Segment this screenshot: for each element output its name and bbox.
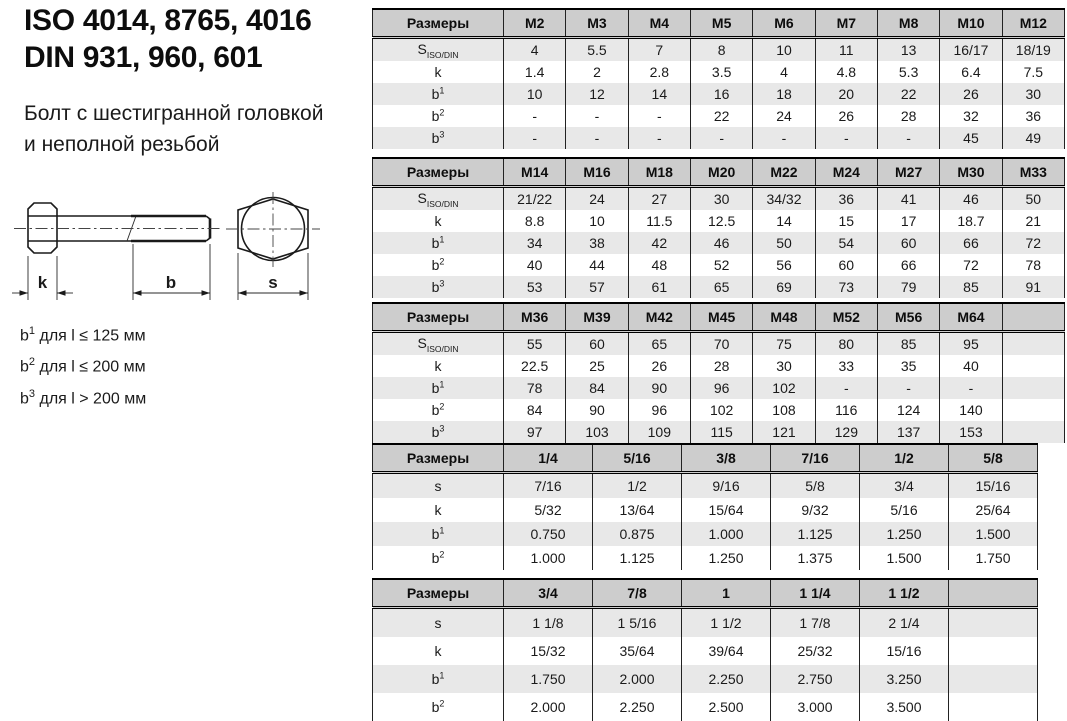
cell: 30 <box>1002 83 1064 105</box>
cell: 3.000 <box>771 693 860 721</box>
row-label: s <box>373 473 504 499</box>
row-label: $b^3$ <box>373 276 504 298</box>
table-row <box>373 276 1065 298</box>
cell: 9/32 <box>771 498 860 522</box>
col-header: 1/2 <box>860 444 949 473</box>
cell <box>1002 399 1064 421</box>
col-header: M36 <box>504 303 566 332</box>
cell: - <box>628 105 690 127</box>
cell: - <box>690 127 752 149</box>
cell: 1.250 <box>682 546 771 570</box>
cell: 15/32 <box>504 637 593 665</box>
cell: 102 <box>753 377 815 399</box>
col-header: M18 <box>628 158 690 187</box>
cell: 16/17 <box>940 38 1002 62</box>
table-row <box>373 665 1038 693</box>
cell: 16 <box>690 83 752 105</box>
cell: - <box>815 377 877 399</box>
row-label: $b^2$ <box>373 693 504 721</box>
cell: 96 <box>628 399 690 421</box>
row-label: $b^1$ <box>373 232 504 254</box>
cell: 44 <box>566 254 628 276</box>
cell: 40 <box>504 254 566 276</box>
cell: 36 <box>815 187 877 211</box>
cell: - <box>504 127 566 149</box>
cell: 22.5 <box>504 355 566 377</box>
table-row <box>373 332 1065 356</box>
table-row <box>373 637 1038 665</box>
col-header: 5/8 <box>949 444 1038 473</box>
cell: 45 <box>940 127 1002 149</box>
cell: 8.8 <box>504 210 566 232</box>
cell: 22 <box>877 83 939 105</box>
cell: 75 <box>753 332 815 356</box>
table-metric-m14-m33 <box>372 157 1065 298</box>
cell: 108 <box>753 399 815 421</box>
cell: 8 <box>690 38 752 62</box>
cell: 2.750 <box>771 665 860 693</box>
cell <box>1002 377 1064 399</box>
table-inch-large <box>372 578 1038 721</box>
cell: 30 <box>753 355 815 377</box>
cell: 79 <box>877 276 939 298</box>
size-column-header: Размеры <box>373 579 504 608</box>
cell: 50 <box>753 232 815 254</box>
cell: 15/16 <box>949 473 1038 499</box>
cell: 103 <box>566 421 628 443</box>
row-label: $b^1$ <box>373 377 504 399</box>
row-label: $S_{ISO/DIN}$ <box>373 38 504 62</box>
cell: 4 <box>753 61 815 83</box>
row-label: $b^2$ <box>373 546 504 570</box>
cell: 30 <box>690 187 752 211</box>
table-row <box>373 608 1038 638</box>
cell <box>1002 355 1064 377</box>
col-header: M10 <box>940 9 1002 38</box>
table-row <box>373 254 1065 276</box>
cell: 90 <box>628 377 690 399</box>
cell: 91 <box>1002 276 1064 298</box>
row-label: $b^2$ <box>373 105 504 127</box>
cell: 61 <box>628 276 690 298</box>
col-header: M56 <box>877 303 939 332</box>
cell: 49 <box>1002 127 1064 149</box>
col-header: 1 <box>682 579 771 608</box>
col-header: 3/4 <box>504 579 593 608</box>
col-header: M8 <box>877 9 939 38</box>
cell: 13/64 <box>593 498 682 522</box>
cell: 41 <box>877 187 939 211</box>
cell: 48 <box>628 254 690 276</box>
cell: 69 <box>753 276 815 298</box>
standard-title-din: DIN 931, 960, 601 <box>24 41 263 74</box>
cell: 3.250 <box>860 665 949 693</box>
col-header: M48 <box>753 303 815 332</box>
row-label: $b^3$ <box>373 421 504 443</box>
col-header: 1 1/2 <box>860 579 949 608</box>
row-label: k <box>373 637 504 665</box>
cell <box>949 665 1038 693</box>
cell: 34/32 <box>753 187 815 211</box>
cell: 2.500 <box>682 693 771 721</box>
col-header: M39 <box>566 303 628 332</box>
cell: - <box>504 105 566 127</box>
cell: 5/32 <box>504 498 593 522</box>
table-row <box>373 355 1065 377</box>
thread-length-notes <box>20 318 146 412</box>
cell: 3.500 <box>860 693 949 721</box>
cell: 28 <box>877 105 939 127</box>
table-row <box>373 498 1038 522</box>
row-label: k <box>373 355 504 377</box>
cell: 1.125 <box>593 546 682 570</box>
col-header: M42 <box>628 303 690 332</box>
size-column-header: Размеры <box>373 9 504 38</box>
cell: 72 <box>1002 232 1064 254</box>
cell: 2.250 <box>682 665 771 693</box>
product-description-line2: и неполной резьбой <box>24 133 220 156</box>
cell: 18.7 <box>940 210 1002 232</box>
table-row <box>373 522 1038 546</box>
cell: 2.8 <box>628 61 690 83</box>
col-header: M2 <box>504 9 566 38</box>
cell: 50 <box>1002 187 1064 211</box>
col-header <box>1002 303 1064 332</box>
product-description-line1: Болт с шестигранной головкой <box>24 102 324 125</box>
cell: 1.000 <box>682 522 771 546</box>
cell: 4 <box>504 38 566 62</box>
row-label: s <box>373 608 504 638</box>
row-label: $b^3$ <box>373 127 504 149</box>
note-b1: $b^1$ для l ≤ 125 мм <box>20 325 146 345</box>
cell: 1.250 <box>860 522 949 546</box>
cell: 46 <box>690 232 752 254</box>
cell: - <box>940 377 1002 399</box>
cell: 78 <box>1002 254 1064 276</box>
cell: 12 <box>566 83 628 105</box>
cell: 1.500 <box>860 546 949 570</box>
cell: 18 <box>753 83 815 105</box>
cell: 26 <box>940 83 1002 105</box>
cell: 1 5/16 <box>593 608 682 638</box>
cell: 28 <box>690 355 752 377</box>
cell: 1.500 <box>949 522 1038 546</box>
cell: 35 <box>877 355 939 377</box>
row-label: $b^2$ <box>373 399 504 421</box>
cell: - <box>877 377 939 399</box>
table-row <box>373 546 1038 570</box>
col-header: M22 <box>753 158 815 187</box>
row-label: k <box>373 210 504 232</box>
table-row <box>373 105 1065 127</box>
cell <box>949 637 1038 665</box>
cell: 57 <box>566 276 628 298</box>
cell: 115 <box>690 421 752 443</box>
cell: 1.125 <box>771 522 860 546</box>
table-row <box>373 210 1065 232</box>
col-header: M45 <box>690 303 752 332</box>
col-header: M5 <box>690 9 752 38</box>
size-column-header: Размеры <box>373 158 504 187</box>
cell: 124 <box>877 399 939 421</box>
cell: 60 <box>815 254 877 276</box>
table-row <box>373 38 1065 62</box>
col-header: M33 <box>1002 158 1064 187</box>
cell: 80 <box>815 332 877 356</box>
cell: 5.5 <box>566 38 628 62</box>
dimension-label-s: s <box>268 273 278 292</box>
cell: - <box>815 127 877 149</box>
cell: 78 <box>504 377 566 399</box>
col-header <box>949 579 1038 608</box>
cell: 5/16 <box>860 498 949 522</box>
cell: 2.000 <box>593 665 682 693</box>
col-header: M52 <box>815 303 877 332</box>
table-row <box>373 187 1065 211</box>
table-row <box>373 399 1065 421</box>
cell: 10 <box>753 38 815 62</box>
cell: 140 <box>940 399 1002 421</box>
cell: 84 <box>504 399 566 421</box>
cell: 22 <box>690 105 752 127</box>
table-row <box>373 83 1065 105</box>
cell: 1 1/8 <box>504 608 593 638</box>
cell: 3/4 <box>860 473 949 499</box>
cell: 95 <box>940 332 1002 356</box>
col-header: 1/4 <box>504 444 593 473</box>
size-column-header: Размеры <box>373 303 504 332</box>
col-header: M64 <box>940 303 1002 332</box>
col-header: 7/16 <box>771 444 860 473</box>
cell: 40 <box>940 355 1002 377</box>
cell: 26 <box>628 355 690 377</box>
cell: 9/16 <box>682 473 771 499</box>
size-column-header: Размеры <box>373 444 504 473</box>
cell: 36 <box>1002 105 1064 127</box>
bolt-technical-drawing <box>0 185 340 310</box>
col-header: M27 <box>877 158 939 187</box>
cell: 42 <box>628 232 690 254</box>
col-header: M7 <box>815 9 877 38</box>
cell: 6.4 <box>940 61 1002 83</box>
cell: 90 <box>566 399 628 421</box>
table-row <box>373 61 1065 83</box>
row-label: k <box>373 498 504 522</box>
cell: 70 <box>690 332 752 356</box>
cell: 20 <box>815 83 877 105</box>
cell <box>1002 332 1064 356</box>
product-description <box>24 98 323 160</box>
dimension-label-b: b <box>165 273 177 292</box>
row-label: $b^2$ <box>373 254 504 276</box>
cell: 10 <box>504 83 566 105</box>
cell: 60 <box>877 232 939 254</box>
cell: 1.4 <box>504 61 566 83</box>
cell: 38 <box>566 232 628 254</box>
cell: 25/64 <box>949 498 1038 522</box>
cell: 0.875 <box>593 522 682 546</box>
cell: 15 <box>815 210 877 232</box>
cell: 4.8 <box>815 61 877 83</box>
cell: - <box>877 127 939 149</box>
col-header: M4 <box>628 9 690 38</box>
table-row <box>373 473 1038 499</box>
note-b3: $b^3$ для l > 200 мм <box>20 387 147 407</box>
cell: 24 <box>566 187 628 211</box>
cell: 15/64 <box>682 498 771 522</box>
cell: 72 <box>940 254 1002 276</box>
dimension-label-k: k <box>37 273 48 292</box>
table-inch-small <box>372 443 1038 570</box>
cell: 2 <box>566 61 628 83</box>
table-row <box>373 693 1038 721</box>
cell: 1.750 <box>504 665 593 693</box>
cell: 11 <box>815 38 877 62</box>
cell: 52 <box>690 254 752 276</box>
cell: 65 <box>628 332 690 356</box>
cell: 85 <box>940 276 1002 298</box>
table-metric-m36-m64 <box>372 302 1065 443</box>
cell: 5/8 <box>771 473 860 499</box>
cell: 54 <box>815 232 877 254</box>
col-header: M3 <box>566 9 628 38</box>
cell: 14 <box>753 210 815 232</box>
cell: 32 <box>940 105 1002 127</box>
row-label: $S_{ISO/DIN}$ <box>373 332 504 356</box>
cell: 0.750 <box>504 522 593 546</box>
cell: 97 <box>504 421 566 443</box>
cell: 65 <box>690 276 752 298</box>
table-metric-m2-m12 <box>372 8 1065 149</box>
table-row <box>373 421 1065 443</box>
cell: 102 <box>690 399 752 421</box>
cell: 1.375 <box>771 546 860 570</box>
row-label: $b^1$ <box>373 522 504 546</box>
row-label: $b^1$ <box>373 83 504 105</box>
row-label: k <box>373 61 504 83</box>
cell: 1.000 <box>504 546 593 570</box>
row-label: $S_{ISO/DIN}$ <box>373 187 504 211</box>
cell: 21 <box>1002 210 1064 232</box>
col-header: M16 <box>566 158 628 187</box>
cell: 116 <box>815 399 877 421</box>
cell: 7/16 <box>504 473 593 499</box>
cell: 3.5 <box>690 61 752 83</box>
cell: 129 <box>815 421 877 443</box>
table-row <box>373 232 1065 254</box>
cell: 55 <box>504 332 566 356</box>
col-header: M24 <box>815 158 877 187</box>
cell: 109 <box>628 421 690 443</box>
cell: 153 <box>940 421 1002 443</box>
col-header: 1 1/4 <box>771 579 860 608</box>
cell: 21/22 <box>504 187 566 211</box>
cell: 15/16 <box>860 637 949 665</box>
cell: 53 <box>504 276 566 298</box>
col-header: M12 <box>1002 9 1064 38</box>
bolt-head-side <box>28 203 57 253</box>
cell <box>949 608 1038 638</box>
cell: 2.250 <box>593 693 682 721</box>
cell: 73 <box>815 276 877 298</box>
col-header: 3/8 <box>682 444 771 473</box>
cell: 7 <box>628 38 690 62</box>
cell: 137 <box>877 421 939 443</box>
cell: - <box>753 127 815 149</box>
cell: 2 1/4 <box>860 608 949 638</box>
row-label: $b^1$ <box>373 665 504 693</box>
cell: 26 <box>815 105 877 127</box>
cell: 17 <box>877 210 939 232</box>
cell: 85 <box>877 332 939 356</box>
cell: 11.5 <box>628 210 690 232</box>
col-header: M6 <box>753 9 815 38</box>
table-row <box>373 377 1065 399</box>
cell: 46 <box>940 187 1002 211</box>
cell: 1.750 <box>949 546 1038 570</box>
standard-title-iso: ISO 4014, 8765, 4016 <box>24 4 312 37</box>
cell: 14 <box>628 83 690 105</box>
cell: 24 <box>753 105 815 127</box>
cell: 25 <box>566 355 628 377</box>
cell: 7.5 <box>1002 61 1064 83</box>
cell: 1 1/2 <box>682 608 771 638</box>
cell: 35/64 <box>593 637 682 665</box>
cell: 2.000 <box>504 693 593 721</box>
cell: 10 <box>566 210 628 232</box>
cell: 39/64 <box>682 637 771 665</box>
cell: 96 <box>690 377 752 399</box>
cell: 121 <box>753 421 815 443</box>
cell: 84 <box>566 377 628 399</box>
cell: 13 <box>877 38 939 62</box>
table-row <box>373 127 1065 149</box>
cell: 12.5 <box>690 210 752 232</box>
cell: 34 <box>504 232 566 254</box>
col-header: M20 <box>690 158 752 187</box>
title-block <box>24 2 323 160</box>
cell <box>949 693 1038 721</box>
col-header: M14 <box>504 158 566 187</box>
cell: 27 <box>628 187 690 211</box>
cell: 1 7/8 <box>771 608 860 638</box>
cell: 60 <box>566 332 628 356</box>
col-header: M30 <box>940 158 1002 187</box>
cell: 56 <box>753 254 815 276</box>
cell: 66 <box>940 232 1002 254</box>
cell: 5.3 <box>877 61 939 83</box>
note-b2: $b^2$ для l ≤ 200 мм <box>20 356 146 376</box>
cell: 1/2 <box>593 473 682 499</box>
cell <box>1002 421 1064 443</box>
cell: 66 <box>877 254 939 276</box>
col-header: 7/8 <box>593 579 682 608</box>
col-header: 5/16 <box>593 444 682 473</box>
cell: - <box>628 127 690 149</box>
cell: - <box>566 105 628 127</box>
cell: 33 <box>815 355 877 377</box>
cell: - <box>566 127 628 149</box>
cell: 18/19 <box>1002 38 1064 62</box>
cell: 25/32 <box>771 637 860 665</box>
